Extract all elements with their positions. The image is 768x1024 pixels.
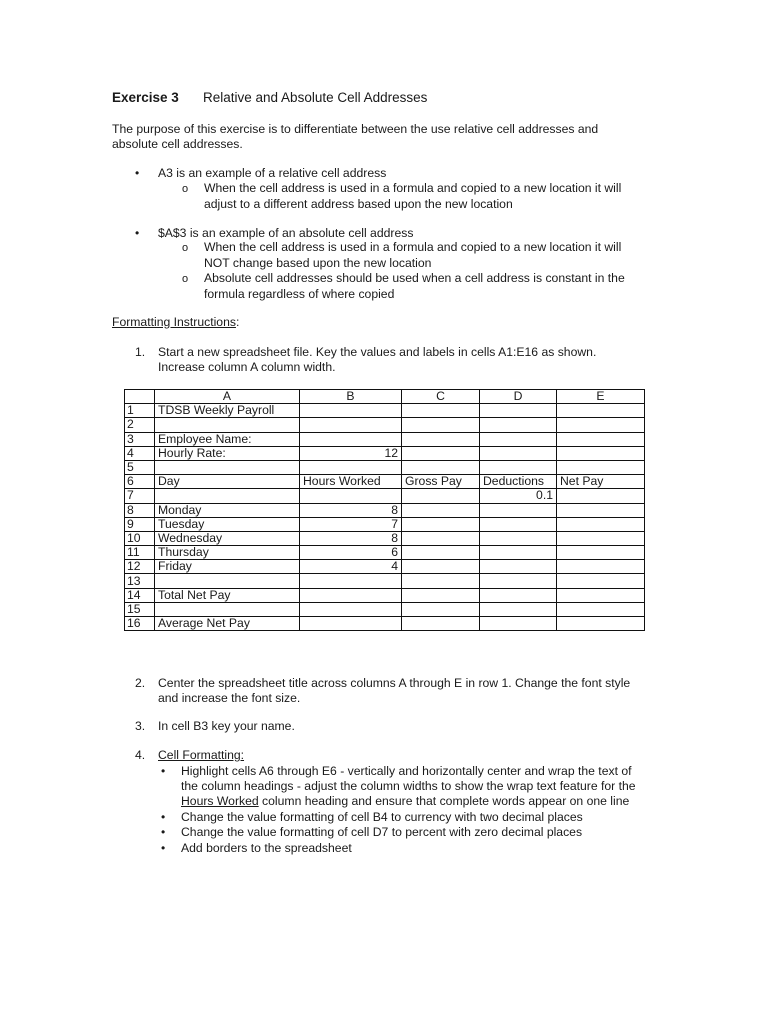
column-header: B (300, 390, 402, 404)
corner-cell (125, 390, 155, 404)
step-3-line-1: In cell B3 key your name. (158, 719, 295, 733)
table-cell (402, 588, 480, 602)
cell-format-item-1-line-2: the column headings - adjust the column widths to show the wrap text feature for the (181, 779, 636, 793)
row-number: 14 (125, 588, 155, 602)
row-number: 11 (125, 546, 155, 560)
row-number: 2 (125, 418, 155, 432)
row-number: 10 (125, 531, 155, 545)
table-cell (300, 617, 402, 631)
table-cell (480, 560, 557, 574)
table-row (125, 588, 645, 602)
table-row (125, 432, 645, 446)
sub-bullet-text: NOT change based upon the new location (204, 256, 432, 270)
intro-line-2: absolute cell addresses. (112, 137, 243, 151)
column-header: C (402, 390, 480, 404)
cell-format-item-1-line-1: Highlight cells A6 through E6 - vertically and horizontally center and wrap the text of (181, 764, 632, 778)
table-cell: Hours Worked (300, 475, 402, 489)
table-cell (480, 574, 557, 588)
table-cell (300, 404, 402, 418)
cell-format-item-4: Add borders to the spreadsheet (181, 841, 352, 855)
sub-bullet-text: When the cell address is used in a formula and copied to a new location it will (204, 181, 622, 195)
row-number: 9 (125, 517, 155, 531)
table-cell (557, 602, 645, 616)
sub-bullet-text: formula regardless of where copied (204, 287, 395, 301)
column-header: D (480, 390, 557, 404)
table-cell: Net Pay (557, 475, 645, 489)
table-cell (557, 503, 645, 517)
table-cell: Monday (155, 503, 300, 517)
row-number: 7 (125, 489, 155, 503)
table-row (125, 602, 645, 616)
row-number: 12 (125, 560, 155, 574)
table-row (125, 489, 645, 503)
sub-bullet-text: adjust to a different address based upon the new location (204, 197, 513, 211)
table-cell (480, 617, 557, 631)
table-cell (300, 602, 402, 616)
table-cell: Deductions (480, 475, 557, 489)
table-cell (402, 489, 480, 503)
table-cell (402, 503, 480, 517)
table-cell (480, 432, 557, 446)
table-cell (402, 574, 480, 588)
table-cell: TDSB Weekly Payroll (155, 404, 300, 418)
row-number: 3 (125, 432, 155, 446)
bullet-text-absolute: $A$3 is an example of an absolute cell address (158, 226, 414, 240)
table-cell (557, 617, 645, 631)
table-row (125, 546, 645, 560)
table-cell (480, 446, 557, 460)
table-cell (480, 531, 557, 545)
table-cell (557, 588, 645, 602)
table-cell: Day (155, 475, 300, 489)
table-cell (557, 574, 645, 588)
table-cell (155, 460, 300, 474)
table-cell (155, 602, 300, 616)
table-row (125, 404, 645, 418)
table-cell: Thursday (155, 546, 300, 560)
column-header: A (155, 390, 300, 404)
table-cell (480, 460, 557, 474)
row-number: 8 (125, 503, 155, 517)
bullet-marker: • (161, 764, 166, 778)
table-cell (557, 432, 645, 446)
table-row (125, 560, 645, 574)
table-cell: Wednesday (155, 531, 300, 545)
column-header: E (557, 390, 645, 404)
table-cell: 6 (300, 546, 402, 560)
table-cell (402, 404, 480, 418)
table-cell: Gross Pay (402, 475, 480, 489)
table-cell (402, 546, 480, 560)
sub-bullet-marker: o (182, 273, 189, 285)
row-number: 13 (125, 574, 155, 588)
table-cell (557, 517, 645, 531)
table-cell (300, 460, 402, 474)
cell-format-item-3: Change the value formatting of cell D7 to percent with zero decimal places (181, 825, 583, 839)
cell-formatting-heading (158, 748, 244, 763)
table-cell: 8 (300, 531, 402, 545)
row-number: 15 (125, 602, 155, 616)
table-cell (480, 404, 557, 418)
step-1-line-1: Start a new spreadsheet file. Key the values and labels in cells A1:E16 as shown. (158, 345, 597, 359)
table-cell (402, 531, 480, 545)
table-row (125, 531, 645, 545)
table-cell (402, 517, 480, 531)
table-row (125, 460, 645, 474)
row-number: 16 (125, 617, 155, 631)
cell-format-item-2: Change the value formatting of cell B4 to currency with two decimal places (181, 810, 583, 824)
table-cell: Hourly Rate: (155, 446, 300, 460)
cell-format-item-1-line-3-rest: column heading and ensure that complete words appear on one line (258, 794, 630, 808)
table-cell (402, 418, 480, 432)
table-row (125, 617, 645, 631)
step-number: 4. (135, 748, 146, 762)
page-title: Relative and Absolute Cell Addresses (203, 90, 428, 105)
table-cell (155, 489, 300, 503)
table-cell (557, 418, 645, 432)
table-cell (480, 503, 557, 517)
bullet-marker: • (135, 226, 140, 240)
step-2-line-2: and increase the font size. (158, 691, 301, 705)
table-cell (300, 418, 402, 432)
sub-bullet-text: When the cell address is used in a formula and copied to a new location it will (204, 240, 622, 254)
table-cell (300, 574, 402, 588)
table-cell: 12 (300, 446, 402, 460)
table-cell (480, 588, 557, 602)
table-row (125, 517, 645, 531)
bullet-marker: • (161, 841, 166, 855)
step-number: 3. (135, 719, 146, 733)
table-cell (402, 446, 480, 460)
bullet-marker: • (135, 166, 140, 180)
row-number: 4 (125, 446, 155, 460)
formatting-heading (112, 315, 239, 330)
step-number: 1. (135, 345, 146, 359)
table-row (125, 503, 645, 517)
column-header-row (125, 390, 645, 404)
table-cell (402, 460, 480, 474)
sub-bullet-marker: o (182, 183, 189, 195)
table-row (125, 418, 645, 432)
table-cell (557, 404, 645, 418)
hours-worked-underlined: Hours Worked (181, 794, 259, 808)
row-number: 5 (125, 460, 155, 474)
table-cell (155, 418, 300, 432)
spreadsheet-table (124, 389, 645, 631)
table-cell (402, 617, 480, 631)
bullet-marker: • (161, 810, 166, 824)
row-number: 1 (125, 404, 155, 418)
table-cell (480, 418, 557, 432)
table-cell: Tuesday (155, 517, 300, 531)
cell-format-item-1-line-3 (181, 794, 629, 809)
table-cell: Average Net Pay (155, 617, 300, 631)
table-row (125, 574, 645, 588)
bullet-marker: • (161, 825, 166, 839)
intro-line-1: The purpose of this exercise is to differentiate between the use relative cell addresses and (112, 122, 599, 136)
table-cell: 4 (300, 560, 402, 574)
table-cell: 7 (300, 517, 402, 531)
step-1-line-2: Increase column A column width. (158, 360, 336, 374)
table-row (125, 446, 645, 460)
sub-bullet-marker: o (182, 242, 189, 254)
exercise-label: Exercise 3 (112, 90, 179, 105)
table-cell: 0.1 (480, 489, 557, 503)
table-cell (480, 546, 557, 560)
table-cell (557, 531, 645, 545)
row-number: 6 (125, 475, 155, 489)
bullet-text-relative: A3 is an example of a relative cell address (158, 166, 387, 180)
table-cell (155, 574, 300, 588)
table-cell (300, 489, 402, 503)
table-cell: Friday (155, 560, 300, 574)
table-cell (557, 460, 645, 474)
table-cell (557, 489, 645, 503)
table-row (125, 475, 645, 489)
table-cell (480, 517, 557, 531)
table-cell (300, 432, 402, 446)
table-cell: Total Net Pay (155, 588, 300, 602)
table-cell (557, 560, 645, 574)
formatting-heading-colon: : (235, 315, 240, 329)
table-cell: 8 (300, 503, 402, 517)
table-cell (300, 588, 402, 602)
cell-formatting-heading-text: Cell Formatting: (158, 748, 245, 762)
table-cell (557, 446, 645, 460)
table-cell (480, 602, 557, 616)
table-cell (557, 546, 645, 560)
step-2-line-1: Center the spreadsheet title across columns A through E in row 1. Change the font style (158, 676, 631, 690)
table-cell: Employee Name: (155, 432, 300, 446)
sub-bullet-text: Absolute cell addresses should be used when a cell address is constant in the (204, 271, 625, 285)
formatting-heading-text: Formatting Instructions (112, 315, 236, 329)
table-cell (402, 560, 480, 574)
table-cell (402, 432, 480, 446)
table-cell (402, 602, 480, 616)
step-number: 2. (135, 676, 146, 690)
